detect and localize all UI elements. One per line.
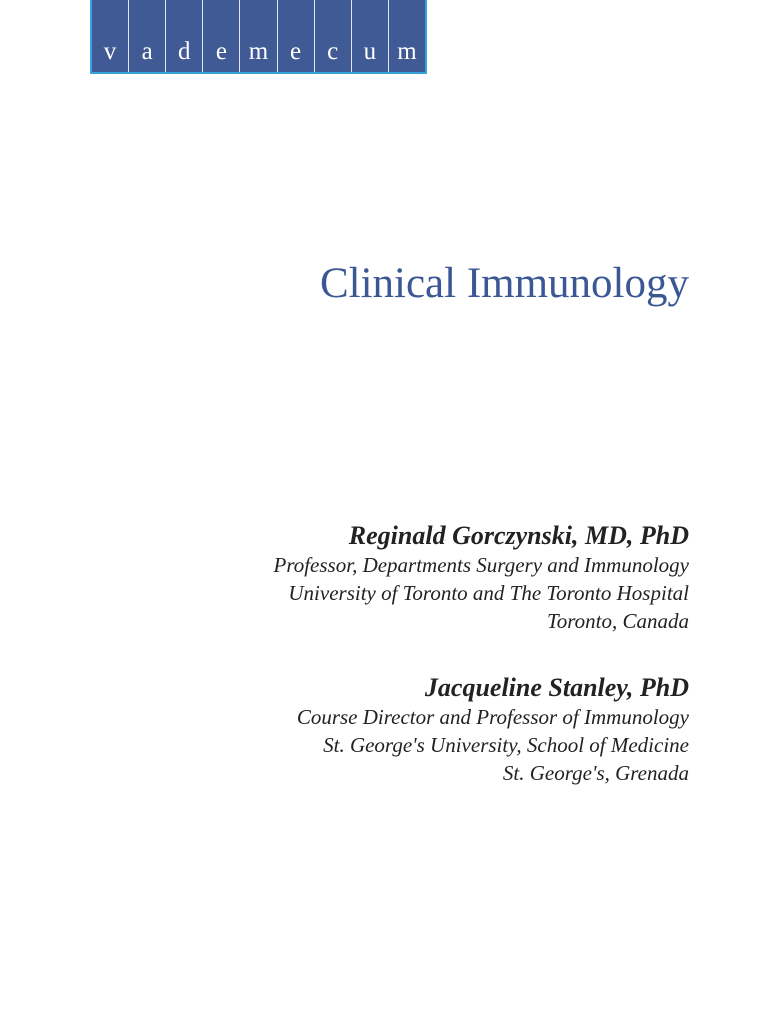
series-letter: e bbox=[278, 0, 315, 72]
series-letter: e bbox=[203, 0, 240, 72]
series-letter: v bbox=[92, 0, 129, 72]
author-affiliation-line: Toronto, Canada bbox=[547, 609, 689, 633]
author-affiliation-line: Course Director and Professor of Immunology bbox=[296, 705, 689, 729]
author-block bbox=[297, 672, 689, 787]
series-letter: a bbox=[129, 0, 166, 72]
series-letter: d bbox=[166, 0, 203, 72]
series-letter: m bbox=[397, 38, 417, 65]
author-affiliation-line: Professor, Departments Surgery and Immunology bbox=[273, 553, 689, 577]
series-logo bbox=[90, 0, 427, 74]
author-affiliation-line: St. George's University, School of Medicine bbox=[323, 733, 689, 757]
series-letter: u bbox=[352, 0, 389, 72]
author-name: Reginald Gorczynski, MD, PhD bbox=[348, 521, 689, 550]
author-block bbox=[274, 520, 690, 635]
book-title: Clinical Immunology bbox=[319, 260, 689, 307]
author-name: Jacqueline Stanley, PhD bbox=[424, 673, 689, 702]
author-affiliation-line: University of Toronto and The Toronto Hospital bbox=[288, 581, 689, 605]
series-letter: c bbox=[315, 0, 352, 72]
series-letter: m bbox=[240, 0, 277, 72]
author-affiliation-line: St. George's, Grenada bbox=[502, 761, 689, 785]
